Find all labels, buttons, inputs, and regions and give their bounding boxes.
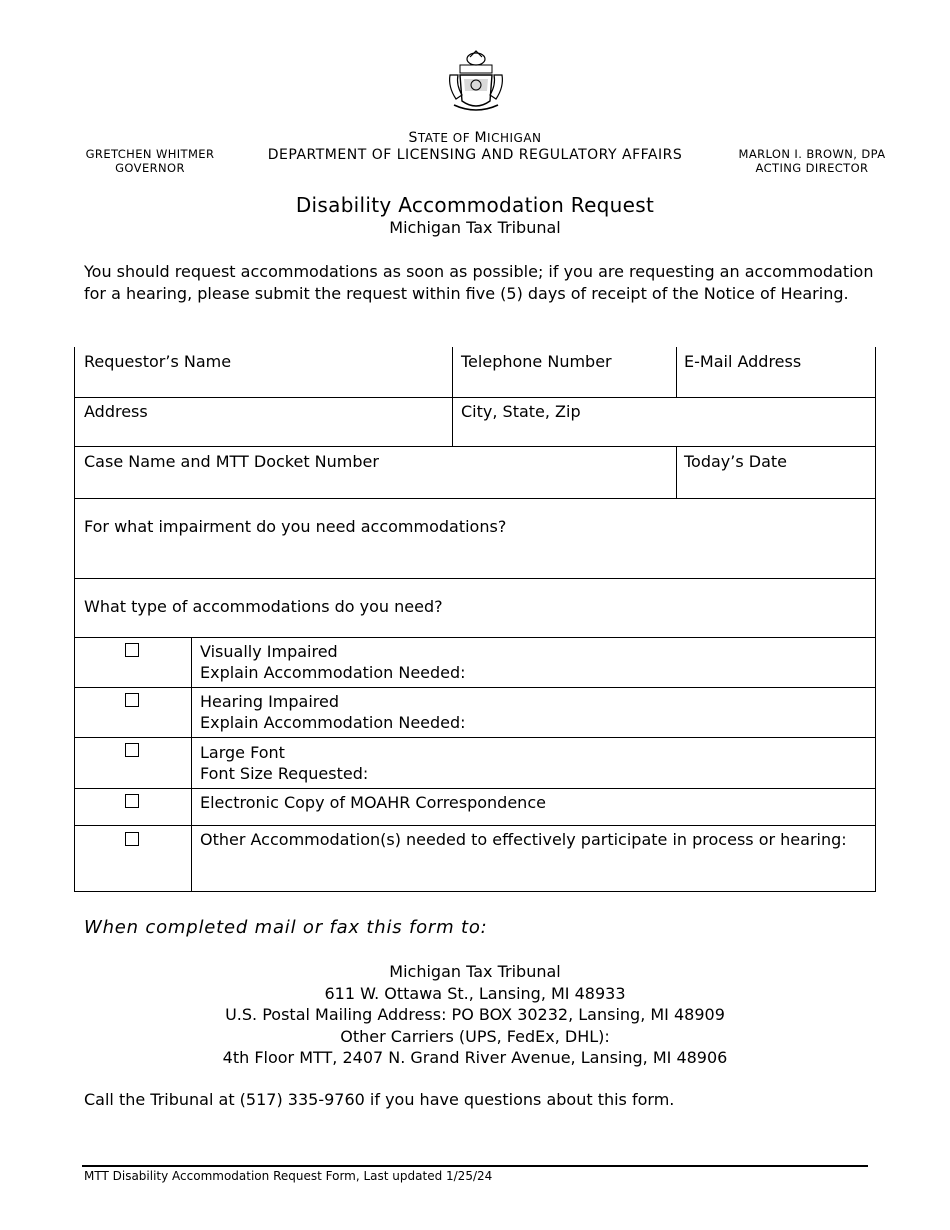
telephone-field[interactable]: Telephone Number	[461, 352, 612, 371]
hearing-impaired-option[interactable]	[200, 691, 466, 733]
table-rule	[676, 446, 677, 498]
other-accommodation-checkbox[interactable]	[125, 832, 139, 846]
option-label: Visually Impaired	[200, 642, 338, 661]
email-field[interactable]: E-Mail Address	[684, 352, 802, 371]
state-of-michigan: STATE OF MICHIGAN	[408, 130, 542, 146]
address-line: Other Carriers (UPS, FedEx, DHL):	[340, 1026, 610, 1046]
city-state-zip-field[interactable]: City, State, Zip	[461, 402, 581, 421]
address-field[interactable]: Address	[84, 402, 148, 421]
governor-block	[40, 147, 260, 175]
option-detail: Explain Accommodation Needed:	[200, 713, 466, 732]
agency-block	[230, 130, 720, 164]
director-title: ACTING DIRECTOR	[755, 161, 869, 175]
department-name: DEPARTMENT OF LICENSING AND REGULATORY AFFAIRS	[267, 147, 683, 163]
table-rule	[74, 788, 876, 789]
table-border	[875, 347, 876, 892]
address-line: Michigan Tax Tribunal	[389, 962, 561, 981]
table-rule	[74, 825, 876, 826]
large-font-checkbox[interactable]	[125, 743, 139, 757]
table-rule	[74, 578, 876, 579]
table-rule	[74, 498, 876, 499]
other-accommodation-option[interactable]: Other Accommodation(s) needed to effectively participate in process or hearing:	[200, 830, 847, 849]
table-rule	[74, 637, 876, 638]
address-line: 611 W. Ottawa St., Lansing, MI 48933	[324, 983, 626, 1003]
electronic-copy-option[interactable]: Electronic Copy of MOAHR Correspondence	[200, 793, 546, 812]
table-rule	[452, 347, 453, 446]
impairment-field[interactable]: For what impairment do you need accommodations?	[84, 517, 507, 536]
address-line: 4th Floor MTT, 2407 N. Grand River Avenue, Lansing, MI 48906	[222, 1048, 728, 1067]
address-line: U.S. Postal Mailing Address: PO BOX 30232, Lansing, MI 48909	[225, 1005, 725, 1024]
visually-impaired-option[interactable]	[200, 641, 466, 683]
table-rule	[74, 687, 876, 688]
table-rule	[74, 397, 876, 398]
governor-title: GOVERNOR	[115, 161, 185, 175]
hearing-impaired-checkbox[interactable]	[125, 693, 139, 707]
intro-paragraph: You should request accommodations as soon as possible; if you are requesting an accommodation for a hearing, please submit the request within five (5) days of receipt of the Notice of Hearing.	[84, 262, 874, 303]
mailing-address	[0, 961, 950, 1069]
todays-date-field[interactable]: Today’s Date	[684, 452, 788, 471]
director-block	[712, 147, 912, 175]
accommodation-type-heading: What type of accommodations do you need?	[84, 597, 443, 616]
form-title: Disability Accommodation Request	[295, 193, 655, 217]
michigan-state-seal-icon	[446, 45, 506, 115]
footer-text: MTT Disability Accommodation Request Form, Last updated 1/25/24	[84, 1169, 493, 1183]
option-detail: Explain Accommodation Needed:	[200, 663, 466, 682]
option-detail: Font Size Requested:	[200, 764, 369, 783]
visually-impaired-checkbox[interactable]	[125, 643, 139, 657]
table-rule	[191, 637, 192, 891]
table-rule	[74, 737, 876, 738]
table-rule	[74, 891, 876, 892]
governor-name: GRETCHEN WHITMER	[85, 147, 215, 161]
table-border	[74, 347, 75, 892]
option-label: Hearing Impaired	[200, 692, 340, 711]
form-subtitle: Michigan Tax Tribunal	[389, 218, 561, 237]
large-font-option[interactable]	[200, 742, 368, 784]
director-name: MARLON I. BROWN, DPA	[738, 147, 886, 161]
case-name-field[interactable]: Case Name and MTT Docket Number	[84, 452, 379, 471]
table-rule	[676, 347, 677, 397]
electronic-copy-checkbox[interactable]	[125, 794, 139, 808]
option-label: Large Font	[200, 743, 285, 762]
contact-note: Call the Tribunal at (517) 335-9760 if you have questions about this form.	[84, 1090, 675, 1109]
table-rule	[74, 446, 876, 447]
footer-divider	[82, 1165, 868, 1167]
mailing-heading: When completed mail or fax this form to:	[84, 917, 488, 938]
requestor-name-field[interactable]: Requestor’s Name	[84, 352, 232, 371]
